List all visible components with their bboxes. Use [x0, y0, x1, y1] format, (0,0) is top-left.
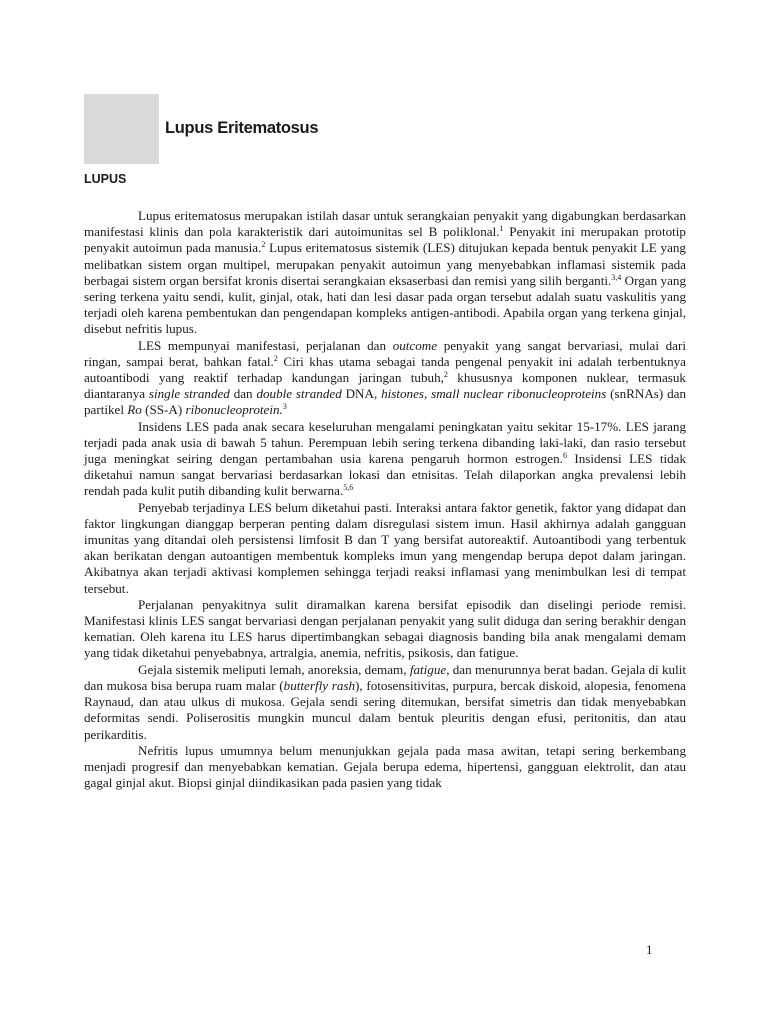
citation-superscript: 3,4 [611, 272, 622, 282]
text-run: Ciri khas utama sebagai tanda pengenal penyakit ini adalah terbentuknya autoantibodi yang reaktif terhadap kandungan jaringan tubuh, [84, 353, 686, 386]
paragraph-3 [84, 419, 686, 500]
text-run: Perjalanan penyakitnya sulit diramalkan karena bersifat episodik dan diselingi periode remisi. Manifestasi klinis LES sangat bervariasi dengan perjalanan penyakit yang sulit diduga dan sering berakhir dengan kematian. Oleh karena itu LES harus dipertimbangkan sebagai diagnosis banding bila anak mengalami demam yang tidak diketahui penyebabnya, artralgia, anemia, nefritis, psikosis, dan fatigue. [84, 596, 686, 661]
section-heading: LUPUS [84, 172, 127, 186]
citation-superscript: 2 [261, 240, 266, 250]
text-run: khususnya komponen nuklear, termasuk diantaranya [84, 370, 686, 402]
paragraph-5 [84, 597, 686, 662]
italic-text-run: butterfly rash [283, 677, 356, 693]
citation-superscript: 3 [282, 402, 287, 412]
citation-superscript: 6 [562, 451, 567, 461]
paragraph-4 [84, 500, 686, 597]
italic-text-run: outcome [392, 337, 438, 353]
text-run: dan [229, 386, 257, 402]
text-run: Lupus eritematosus sistemik (LES) ditujukan kepada bentuk penyakit LE yang melibatkan sistem organ multipel, merupakan penyakit autoimun yang menyebabkan inflamasi sistemik pada berbagai sistem organ bersifat kronis disertai serangkaian eksaserbasi dan remisi yang silih berganti. [84, 240, 686, 288]
body-text [84, 208, 686, 791]
text-run: (snRNAs) dan partikel [84, 386, 686, 418]
italic-text-run: single stranded [148, 386, 230, 402]
text-run: LES mempunyai manifestasi, perjalanan dan [138, 337, 393, 353]
text-run: Penyakit ini merupakan prototip penyakit autoimun pada manusia. [84, 224, 686, 256]
text-run: Insidensi LES tidak diketahui namun sangat bervariasi berdasarkan lokasi dan etnisitas. Telah dilaporkan angka prevalensi lebih rendah pada kulit putih dibanding kulit berwarna. [84, 451, 687, 499]
citation-superscript: 5,6 [343, 483, 354, 493]
text-run: (SS-A) [141, 402, 186, 418]
citation-superscript: 1 [499, 224, 504, 234]
text-run: Penyebab terjadinya LES belum diketahui pasti. Interaksi antara faktor genetik, faktor yang didapat dan faktor lingkungan dianggap berperan penting dalam disregulasi sistem imun. Hasil akhirnya adalah gangguan imunitas yang ditandai oleh persistensi limfosit B dan T yang bersifat autoreaktif. Autoantibodi yang terbentuk akan berikatan dengan autoantigen membentuk kompleks imun yang mengendap berupa depot dalam jaringan. Akibatnya akan terjadi aktivasi komplemen sehingga terjadi reaksi inflamasi yang menimbulkan lesi di tempat tersebut. [84, 499, 686, 596]
document-title: Lupus Eritematosus [165, 119, 319, 137]
paragraph-1 [84, 208, 686, 338]
header-gray-box [84, 94, 159, 164]
italic-text-run: fatigue [409, 661, 447, 677]
citation-superscript: 2 [443, 370, 448, 380]
paragraph-2 [84, 338, 686, 419]
text-run: , dan menurunnya berat badan. Gejala di kulit dan mukosa bisa berupa ruam malar ( [84, 661, 687, 693]
text-run: DNA, [341, 386, 382, 402]
text-run: Insidens LES pada anak secara keseluruhan mengalami peningkatan yaitu sekitar 15-17%. LES jarang terjadi pada anak usia di bawah 5 tahun. Perempuan lebih sering terkena dibanding laki-laki, dan rasio tersebut juga meningkat seiring dengan pertambahan usia karena pengaruh hormon estrogen. [84, 418, 686, 467]
text-run: Nefritis lupus umumnya belum menunjukkan gejala pada masa awitan, tetapi sering berkembang menjadi progresif dan menyebabkan kematian. Gejala berupa edema, hipertensi, gangguan elektrolit, dan atau gagal ginjal akut. Biopsi ginjal diindikasikan pada pasien yang tidak [84, 742, 686, 791]
italic-text-run: histones, small nuclear ribonucleoproteins [381, 386, 607, 402]
text-run: Lupus eritematosus merupakan istilah dasar untuk serangkaian penyakit yang digabungkan berdasarkan manifestasi klinis dan pola karakteristik dari autoimunitas sel B poliklonal. [84, 208, 686, 240]
italic-text-run: double stranded [256, 386, 342, 402]
page-number: 1 [646, 942, 653, 957]
citation-superscript: 2 [273, 353, 278, 363]
text-run: penyakit yang sangat bervariasi, mulai dari ringan, sampai berat, bahkan fatal. [84, 337, 686, 369]
text-run: Gejala sistemik meliputi lemah, anoreksia, demam, [138, 661, 410, 677]
paragraph-6 [84, 662, 686, 743]
italic-text-run: Ro [127, 402, 142, 418]
italic-text-run: ribonucleoprotein. [185, 402, 283, 418]
text-run: ), fotosensitivitas, purpura, bercak diskoid, alopesia, fenomena Raynaud, dan atau ulkus di mukosa. Gejala sendi sering ditemukan, bersifat simetris dan tidak menyebabkan deformitas sendi. Poliserositis mungkin muncul dalam bentuk pleuritis dengan efusi, peritonitis, dan atau perikarditis. [84, 677, 686, 742]
text-run: Organ yang sering terkena yaitu sendi, kulit, ginjal, otak, hati dan lesi dasar pada organ tersebut adalah suatu vaskulitis yang terjadi oleh karena pembentukan dan pengendapan kompleks antigen-antibodi. Apabila organ yang terkena ginjal, disebut nefritis lupus. [84, 272, 686, 337]
paragraph-7 [84, 743, 686, 792]
